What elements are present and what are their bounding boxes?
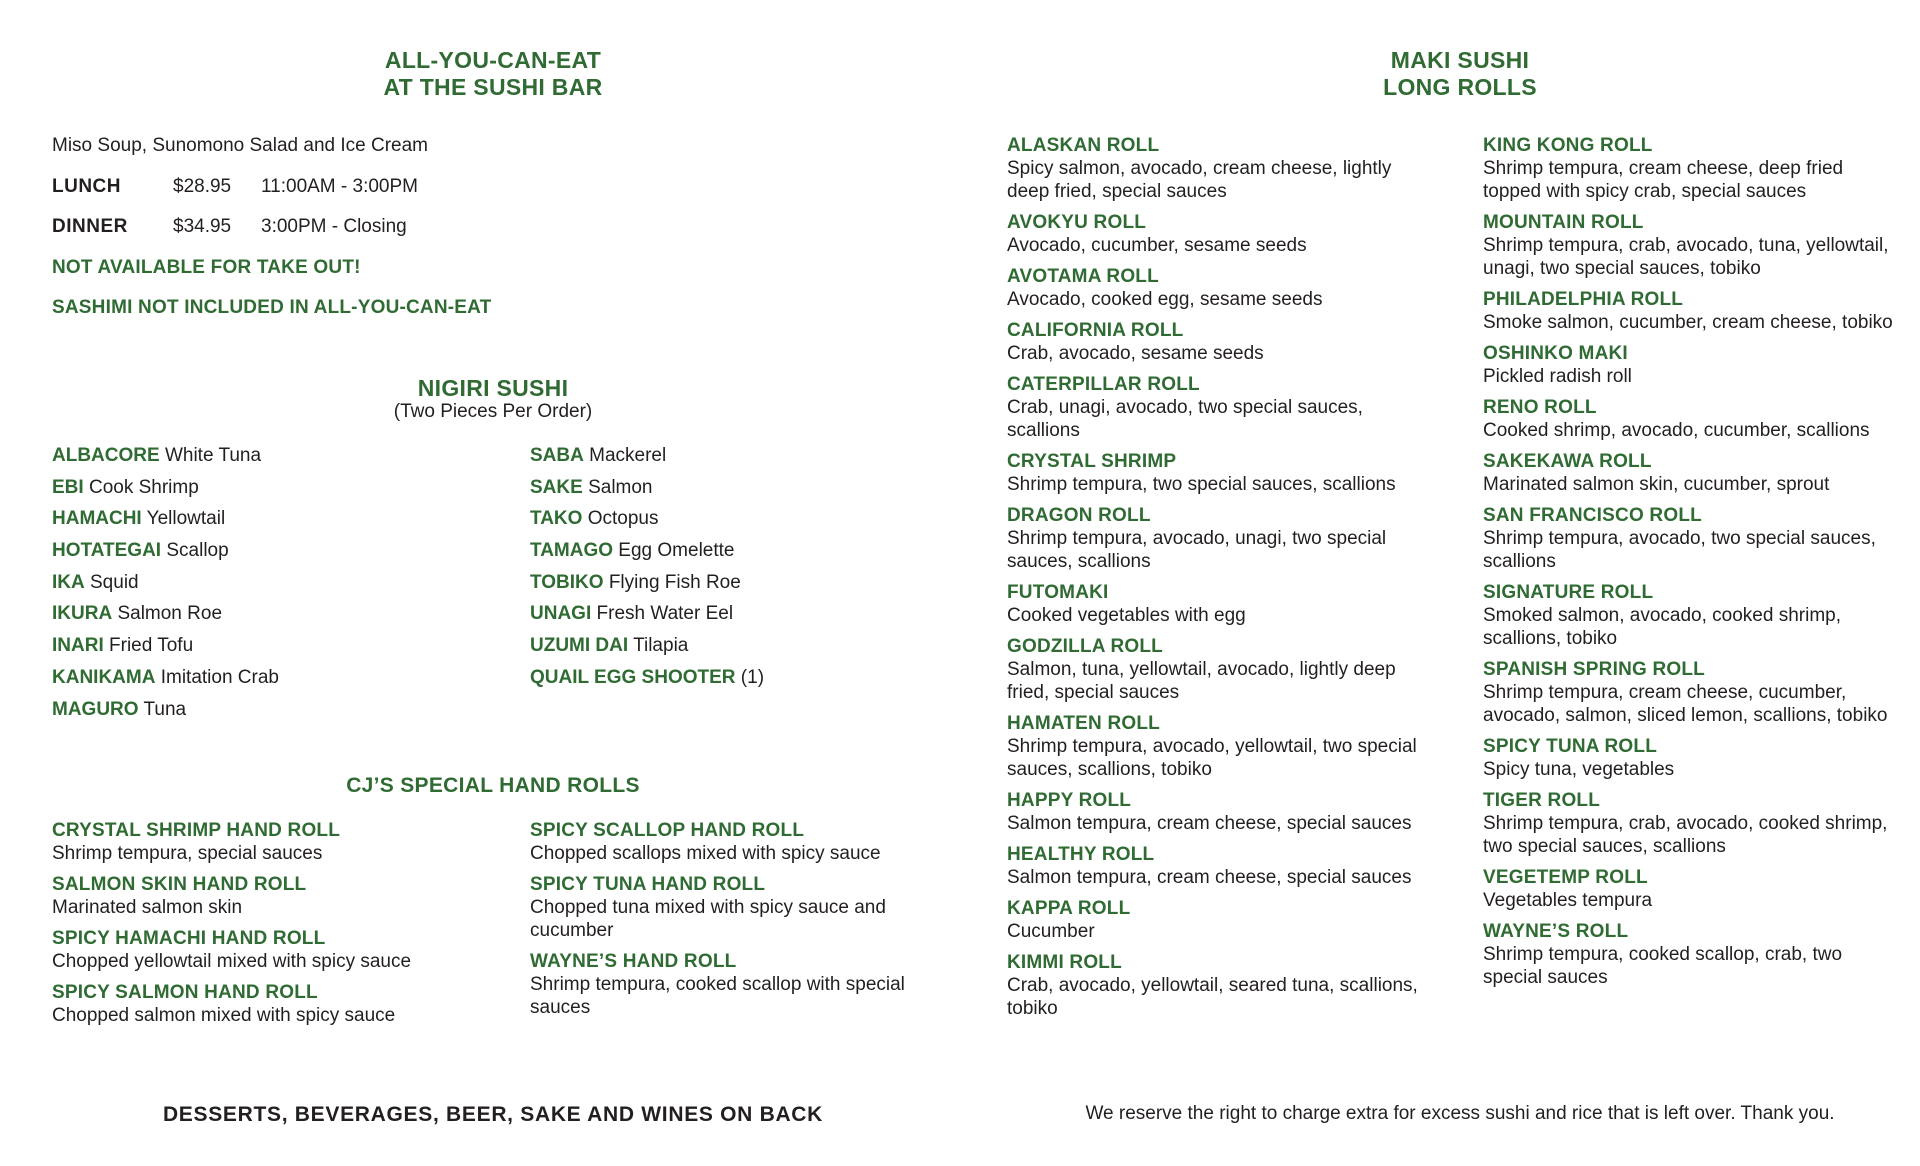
handroll-item (52, 873, 502, 919)
maki-item-name: SPANISH SPRING ROLL (1483, 659, 1705, 680)
maki-item-desc: Shrimp tempura, two special sauces, scallions (1007, 474, 1396, 495)
handroll-item (530, 873, 930, 942)
maki-item-name: SPICY TUNA ROLL (1483, 736, 1658, 757)
handroll-item-desc: Chopped salmon mixed with spicy sauce (52, 1005, 396, 1026)
maki-item-name: SAKEKAWA ROLL (1483, 451, 1652, 472)
maki-item (1483, 581, 1903, 650)
handroll-item-desc: Chopped yellowtail mixed with spicy sauce (52, 951, 412, 972)
maki-item (1007, 211, 1427, 257)
maki-list-left (1007, 134, 1427, 1028)
nigiri-name: IKURA (52, 603, 113, 625)
dinner-price: $34.95 (173, 216, 232, 237)
maki-item-name: SIGNATURE ROLL (1483, 582, 1654, 603)
nigiri-desc: Mackerel (583, 445, 667, 466)
handroll-item-desc: Chopped scallops mixed with spicy sauce (530, 843, 881, 864)
maki-item-name: OSHINKO MAKI (1483, 343, 1628, 364)
nigiri-item (52, 507, 502, 539)
handroll-item (52, 819, 502, 865)
handroll-item-desc: Chopped tuna mixed with spicy sauce and cucumber (530, 897, 886, 941)
handroll-item-name: CRYSTAL SHRIMP HAND ROLL (52, 820, 341, 841)
nigiri-item (530, 476, 980, 508)
handroll-item-desc: Shrimp tempura, special sauces (52, 843, 323, 864)
maki-item-desc: Shrimp tempura, crab, avocado, tuna, yellowtail, unagi, two special sauces, tobiko (1483, 235, 1889, 279)
maki-item (1007, 635, 1427, 704)
maki-item-name: SAN FRANCISCO ROLL (1483, 505, 1702, 526)
nigiri-item (52, 666, 502, 698)
handroll-item (530, 950, 930, 1019)
nigiri-name: ALBACORE (52, 445, 160, 466)
sashimi-note: SASHIMI NOT INCLUDED IN ALL-YOU-CAN-EAT (52, 297, 492, 318)
maki-item-name: KIMMI ROLL (1007, 952, 1122, 973)
nigiri-desc: Yellowtail (141, 508, 226, 530)
maki-item (1483, 211, 1903, 280)
maki-item-name: TIGER ROLL (1483, 790, 1601, 811)
nigiri-subtitle: (Two Pieces Per Order) (393, 401, 593, 422)
maki-item-name: WAYNE’S ROLL (1483, 921, 1629, 942)
maki-item (1007, 504, 1427, 573)
maki-item-desc: Cooked shrimp, avocado, cucumber, scallions (1483, 420, 1870, 441)
nigiri-desc: Flying Fish Roe (603, 571, 741, 593)
nigiri-name: UNAGI (530, 603, 592, 625)
takeout-note: NOT AVAILABLE FOR TAKE OUT! (52, 257, 361, 278)
maki-item-desc: Shrimp tempura, cream cheese, deep fried topped with spicy crab, special sauces (1483, 158, 1844, 202)
maki-item (1483, 504, 1903, 573)
nigiri-desc: Salmon (582, 476, 653, 498)
nigiri-name: SABA (530, 445, 584, 466)
handroll-item-name: SPICY SCALLOP HAND ROLL (530, 820, 805, 841)
maki-item-name: HAPPY ROLL (1007, 790, 1132, 811)
maki-item (1483, 789, 1903, 858)
maki-item-name: HAMATEN ROLL (1007, 713, 1160, 734)
lunch-label: LUNCH (52, 176, 121, 197)
handroll-item (52, 981, 502, 1027)
nigiri-name: QUAIL EGG SHOOTER (530, 666, 736, 688)
handroll-item-name: SALMON SKIN HAND ROLL (52, 874, 307, 895)
nigiri-name: HAMACHI (52, 508, 142, 530)
nigiri-item (530, 539, 980, 571)
maki-item-desc: Shrimp tempura, avocado, unagi, two special sauces, scallions (1007, 528, 1387, 572)
maki-item (1007, 951, 1427, 1020)
handroll-item-name: SPICY HAMACHI HAND ROLL (52, 928, 326, 949)
maki-item-name: MOUNTAIN ROLL (1483, 212, 1644, 233)
nigiri-item (530, 444, 980, 476)
ayce-title (0, 47, 986, 101)
maki-item (1007, 373, 1427, 442)
maki-item (1007, 134, 1427, 203)
nigiri-desc: Squid (84, 571, 139, 593)
nigiri-desc: Tilapia (628, 635, 689, 657)
maki-item-desc: Vegetables tempura (1483, 890, 1653, 911)
ayce-title-line1: ALL-YOU-CAN-EAT (384, 47, 602, 73)
footer-disclaimer: We reserve the right to charge extra for excess sushi and rice that is left over. Thank you. (1085, 1103, 1835, 1124)
maki-item-name: KING KONG ROLL (1483, 135, 1653, 156)
maki-item-desc: Salmon, tuna, yellowtail, avocado, lightly deep fried, special sauces (1007, 659, 1396, 703)
maki-title-line2: LONG ROLLS (1383, 74, 1537, 100)
maki-item (1483, 450, 1903, 496)
maki-item-desc: Shrimp tempura, cream cheese, cucumber, avocado, salmon, sliced lemon, scallions, tobiko (1483, 682, 1888, 726)
maki-item (1483, 134, 1903, 203)
maki-item-name: VEGETEMP ROLL (1483, 867, 1648, 888)
nigiri-item (530, 571, 980, 603)
maki-item-name: PHILADELPHIA ROLL (1483, 289, 1684, 310)
nigiri-item (52, 539, 502, 571)
maki-item-desc: Shrimp tempura, avocado, two special sauces, scallions (1483, 528, 1876, 572)
nigiri-item (52, 634, 502, 666)
maki-item-desc: Shrimp tempura, avocado, yellowtail, two special sauces, scallions, tobiko (1007, 736, 1417, 780)
lunch-price: $28.95 (173, 176, 232, 197)
maki-item-name: DRAGON ROLL (1007, 505, 1151, 526)
maki-item-desc: Smoked salmon, avocado, cooked shrimp, scallions, tobiko (1483, 605, 1842, 649)
maki-item-desc: Crab, unagi, avocado, two special sauces, scallions (1007, 397, 1363, 441)
nigiri-name: MAGURO (52, 698, 139, 720)
nigiri-name: IKA (52, 571, 85, 593)
handroll-item (530, 819, 930, 865)
maki-item (1007, 581, 1427, 627)
nigiri-item (52, 476, 502, 508)
maki-item (1483, 735, 1903, 781)
nigiri-name: INARI (52, 635, 104, 657)
nigiri-name: TAKO (530, 508, 583, 530)
maki-item-desc: Pickled radish roll (1483, 366, 1632, 387)
maki-item-name: CALIFORNIA ROLL (1007, 320, 1184, 341)
nigiri-desc: Cook Shrimp (83, 476, 199, 498)
nigiri-item (530, 666, 980, 698)
nigiri-desc: Fried Tofu (103, 635, 194, 657)
handroll-item-name: WAYNE’S HAND ROLL (530, 951, 737, 972)
maki-item-name: GODZILLA ROLL (1007, 636, 1163, 657)
handroll-item-name: SPICY TUNA HAND ROLL (530, 874, 766, 895)
nigiri-title: NIGIRI SUSHI (417, 375, 569, 401)
maki-item (1483, 288, 1903, 334)
maki-item (1007, 712, 1427, 781)
handroll-item (52, 927, 502, 973)
nigiri-item (52, 571, 502, 603)
handrolls-list-left (52, 819, 502, 1035)
nigiri-desc: Imitation Crab (155, 666, 279, 688)
handroll-item-desc: Marinated salmon skin (52, 897, 243, 918)
maki-item (1007, 265, 1427, 311)
maki-item (1483, 342, 1903, 388)
nigiri-name: SAKE (530, 476, 583, 498)
nigiri-item (52, 444, 502, 476)
ayce-includes: Miso Soup, Sunomono Salad and Ice Cream (52, 135, 428, 156)
maki-item-name: KAPPA ROLL (1007, 898, 1131, 919)
maki-title-line1: MAKI SUSHI (1390, 47, 1530, 73)
maki-item (1007, 897, 1427, 943)
maki-item-desc: Salmon tempura, cream cheese, special sauces (1007, 813, 1412, 834)
maki-item (1483, 396, 1903, 442)
nigiri-name: KANIKAMA (52, 666, 156, 688)
maki-item-name: CRYSTAL SHRIMP (1007, 451, 1177, 472)
maki-item-name: AVOKYU ROLL (1007, 212, 1147, 233)
maki-item (1007, 450, 1427, 496)
nigiri-item (530, 507, 980, 539)
maki-item-desc: Crab, avocado, sesame seeds (1007, 343, 1264, 364)
maki-item-name: FUTOMAKI (1007, 582, 1109, 603)
nigiri-desc: White Tuna (159, 445, 262, 466)
maki-item-desc: Salmon tempura, cream cheese, special sauces (1007, 867, 1412, 888)
maki-item-desc: Shrimp tempura, cooked scallop, crab, two special sauces (1483, 944, 1843, 988)
maki-item-desc: Avocado, cooked egg, sesame seeds (1007, 289, 1323, 310)
nigiri-desc: Tuna (138, 698, 187, 720)
maki-item-name: HEALTHY ROLL (1007, 844, 1155, 865)
dinner-row (52, 215, 407, 238)
dinner-hours: 3:00PM - Closing (261, 216, 407, 237)
nigiri-desc: Octopus (582, 508, 659, 530)
footer-back-note: DESSERTS, BEVERAGES, BEER, SAKE AND WINES ON BACK (162, 1103, 824, 1126)
nigiri-list-right (530, 444, 980, 698)
maki-item-desc: Crab, avocado, yellowtail, seared tuna, scallions, tobiko (1007, 975, 1418, 1019)
maki-item-desc: Shrimp tempura, crab, avocado, cooked shrimp, two special sauces, scallions (1483, 813, 1888, 857)
maki-item (1007, 319, 1427, 365)
nigiri-list-left (52, 444, 502, 729)
maki-item-desc: Marinated salmon skin, cucumber, sprout (1483, 474, 1830, 495)
nigiri-name: UZUMI DAI (530, 635, 629, 657)
nigiri-item (52, 698, 502, 730)
nigiri-desc: (1) (735, 666, 765, 688)
lunch-row (52, 175, 418, 198)
maki-item-name: ALASKAN ROLL (1007, 135, 1160, 156)
handrolls-title: CJ’S SPECIAL HAND ROLLS (346, 774, 640, 797)
nigiri-desc: Fresh Water Eel (591, 603, 734, 625)
maki-item-name: CATERPILLAR ROLL (1007, 374, 1200, 395)
nigiri-item (530, 634, 980, 666)
maki-item-desc: Spicy tuna, vegetables (1483, 759, 1675, 780)
maki-item (1007, 789, 1427, 835)
nigiri-desc: Salmon Roe (112, 603, 223, 625)
dinner-label: DINNER (52, 216, 128, 237)
handroll-item-name: SPICY SALMON HAND ROLL (52, 982, 318, 1003)
maki-item (1483, 658, 1903, 727)
maki-list-right (1483, 134, 1903, 997)
maki-item-name: AVOTAMA ROLL (1007, 266, 1159, 287)
nigiri-item (530, 602, 980, 634)
nigiri-desc: Egg Omelette (613, 540, 735, 562)
maki-title (1000, 47, 1920, 101)
handroll-item-desc: Shrimp tempura, cooked scallop with special sauces (530, 974, 905, 1018)
maki-item (1483, 920, 1903, 989)
maki-item-desc: Cooked vegetables with egg (1007, 605, 1246, 626)
nigiri-item (52, 602, 502, 634)
nigiri-name: EBI (52, 476, 84, 498)
handrolls-list-right (530, 819, 930, 1027)
ayce-title-line2: AT THE SUSHI BAR (383, 74, 603, 100)
maki-item-desc: Smoke salmon, cucumber, cream cheese, tobiko (1483, 312, 1893, 333)
nigiri-name: TOBIKO (530, 571, 604, 593)
maki-item-desc: Spicy salmon, avocado, cream cheese, lightly deep fried, special sauces (1007, 158, 1392, 202)
maki-item-desc: Avocado, cucumber, sesame seeds (1007, 235, 1307, 256)
maki-item-name: RENO ROLL (1483, 397, 1597, 418)
maki-item (1483, 866, 1903, 912)
lunch-hours: 11:00AM - 3:00PM (261, 176, 419, 197)
nigiri-name: TAMAGO (530, 540, 614, 562)
maki-item (1007, 843, 1427, 889)
maki-item-desc: Cucumber (1007, 921, 1095, 942)
nigiri-name: HOTATEGAI (52, 540, 162, 562)
nigiri-desc: Scallop (161, 540, 229, 562)
